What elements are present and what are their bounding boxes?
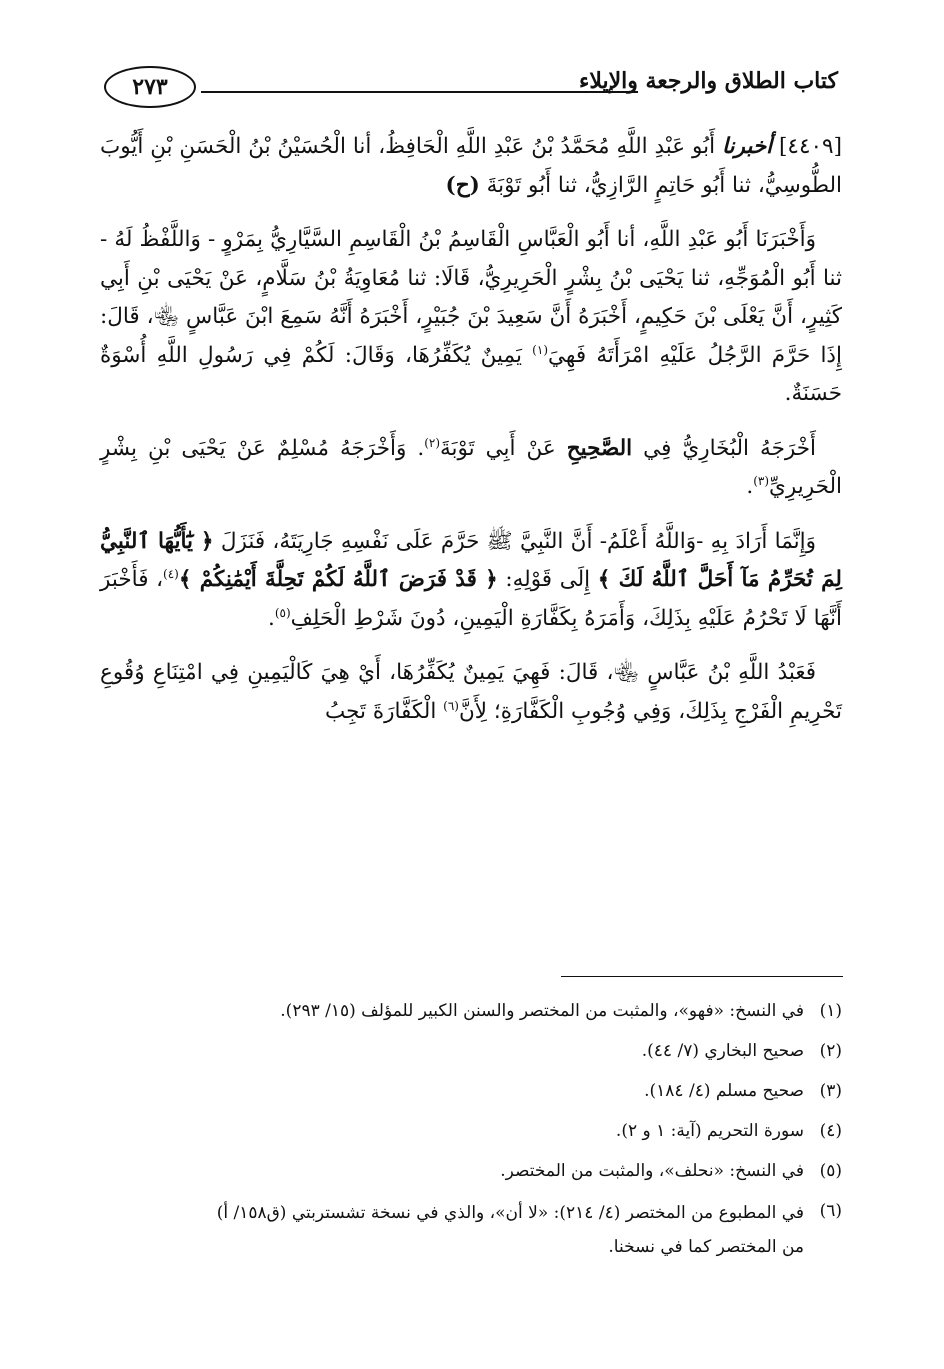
footnote-text: [100, 1196, 804, 1264]
footnote-number: (٦): [819, 1201, 842, 1221]
footnote-item: [100, 1076, 842, 1106]
explanation-paragraph: [100, 523, 842, 639]
footnote-number: (١): [819, 1001, 842, 1021]
main-text: [100, 128, 842, 747]
quran-verse-2: ﴿ قَدْ فَرَضَ ٱللَّهُ لَكُمْ تَحِلَّةَ أَيْمَٰنِكُمْ ﴾: [178, 567, 498, 592]
footnote-number: (٤): [819, 1121, 842, 1141]
akhbarana-word: أخبرنا: [721, 134, 773, 159]
isnad-text: أَبُو عَبْدِ اللَّهِ مُحَمَّدُ بْنُ عَبْدِ اللَّهِ الْحَافِظُ، أنا الْحُسَيْنُ بْنُ الْحَسَنِ بْنِ أَيُّوبَ الطُّوسِيُّ، ثنا أَبُو حَاتِمٍ الرَّازِيُّ، ثنا أَبُو تَوْبَةَ: [100, 134, 842, 198]
page-header: [96, 62, 838, 112]
footnote-text-line-1: في المطبوع من المختصر (٤/ ٢١٤): «لا أن»، والذي في نسخة تشستربتي (ق١٥٨/ أ): [216, 1203, 804, 1223]
explanation-text: وَإِنَّمَا أَرَادَ بِهِ -وَاللَّهُ أَعْلَمُ- أَنَّ النَّبِيَّ ﷺ حَرَّمَ عَلَى نَفْسِهِ جَارِيَتَهُ، فَنَزَلَ: [220, 528, 816, 554]
running-title: كتاب الطلاق والرجعة والإيلاء: [578, 68, 838, 94]
footnotes: [100, 996, 842, 1274]
footnote-number: (٣): [819, 1081, 842, 1101]
hadith-number: [٤٤٠٩]: [779, 134, 842, 159]
footnote-text: صحيح مسلم (٤/ ١٨٤).: [644, 1081, 804, 1101]
takhrij-paragraph: [100, 430, 842, 507]
footnote-number: (٢): [819, 1041, 842, 1061]
footnote-number: (٥): [819, 1161, 842, 1181]
footnote-text: في النسخ: «فهو»، والمثبت من المختصر والسنن الكبير للمؤلف (١٥/ ٢٩٣).: [280, 1001, 804, 1021]
explanation-text-c: ، فَأَخْبَرَ أَنَّهَا لَا تَحْرُمُ عَلَيْهِ بِذَلِكَ، وَأَمَرَهُ بِكَفَّارَةِ الْيَمِينِ، دُونَ شَرْطِ الْحَلِفِ: [100, 567, 842, 631]
footnote-item: [100, 1156, 842, 1186]
chain-text: وَأَخْبَرَنَا أَبُو عَبْدِ اللَّهِ، أنا أَبُو الْعَبَّاسِ الْقَاسِمُ بْنُ الْقَاسِمِ السَّيَّارِيُّ بِمَرْوٍ - وَاللَّفْظُ لَهُ - ثنا أَبُو الْمُوَجِّهِ، ثنا يَحْيَى بْنُ بِشْرٍ الْحَرِيرِيُّ، قَالَا: ثنا مُعَاوِيَةُ بْنُ سَلَّامٍ، عَنْ يَحْيَى بْنِ أَبِي كَثِيرٍ، أَنَّ يَعْلَى بْنَ حَكِيمٍ، أَخْبَرَهُ أَنَّ سَعِيدَ بْنَ جُبَيْرٍ، أَخْبَرَهُ أَنَّهُ سَمِعَ ابْنَ عَبَّاسٍ ﵄، قَالَ: إِذَا حَرَّمَ الرَّجُلُ عَلَيْهِ امْرَأَتَهُ فَهِيَ: [100, 227, 842, 368]
footnote-ref-4: (٤): [163, 566, 179, 581]
takhrij-end: .: [746, 474, 754, 499]
footnote-text-line-2: من المختصر كما في نسخنا.: [608, 1237, 804, 1257]
ibn-abbas-text: فَعَبْدُ اللَّهِ بْنُ عَبَّاسٍ ﵄، قَالَ: فَهِيَ يَمِينٌ يُكَفِّرُهَا، أَيْ هِيَ كَالْيَمِينِ فِي امْتِنَاعِ وُقُوعِ تَحْرِيمِ الْفَرْجِ بِذَلِكَ، وَفِي وُجُوبِ الْكَفَّارَةِ؛ لِأَنَّ: [100, 660, 842, 724]
footnote-ref-6: (٦): [443, 698, 459, 713]
footnote-text: في النسخ: «نحلف»، والمثبت من المختصر.: [500, 1161, 804, 1181]
page-number: ٢٧٣: [104, 66, 196, 108]
ha-marker: (ح): [445, 172, 480, 198]
footnotes-rule: [561, 976, 843, 977]
footnote-item: [100, 1116, 842, 1146]
footnote-item: [100, 1036, 842, 1066]
quran-verse-1: ﴿ يَٰٓأَيُّهَا ٱلنَّبِيُّ لِمَ تُحَرِّمُ مَآ أَحَلَّ ٱللَّهُ لَكَ ﴾: [100, 528, 842, 592]
ibn-abbas-paragraph: [100, 654, 842, 731]
explanation-end: .: [267, 605, 275, 631]
footnote-item: [100, 996, 842, 1026]
footnote-ref-3: (٣): [753, 473, 770, 488]
takhrij-text: أَخْرَجَهُ الْبُخَارِيُّ فِي: [643, 435, 816, 461]
footnote-text: سورة التحريم (آية: ١ و ٢).: [615, 1121, 804, 1141]
ibn-abbas-text-b: الْكَفَّارَةَ تَجِبُ: [325, 698, 437, 724]
explanation-text-b: إِلَى قَوْلِهِ:: [505, 567, 591, 592]
takhrij-text-b: عَنْ أَبِي تَوْبَةَ: [440, 435, 556, 461]
footnote-text: صحيح البخاري (٧/ ٤٤).: [641, 1041, 804, 1061]
footnote-ref-2: (٢): [424, 435, 441, 450]
footnote-ref-1: (١): [532, 342, 548, 357]
footnote-ref-5: (٥): [274, 605, 291, 620]
sahih-word: الصَّحِيحِ: [566, 435, 633, 461]
footnote-item: [100, 1196, 842, 1264]
header-rule: [201, 91, 638, 93]
takhrij-text-c: . وَأَخْرَجَهُ مُسْلِمٌ عَنْ يَحْيَى بْنِ بِشْرٍ الْحَرِيرِيِّ: [100, 435, 842, 499]
matn-text: يَمِينٌ يُكَفِّرُهَا، وَقَالَ: لَكُمْ فِي رَسُولِ اللَّهِ أُسْوَةٌ حَسَنَةٌ.: [100, 342, 842, 406]
second-chain-paragraph: [100, 221, 842, 414]
hadith-paragraph-4409: [100, 128, 842, 205]
